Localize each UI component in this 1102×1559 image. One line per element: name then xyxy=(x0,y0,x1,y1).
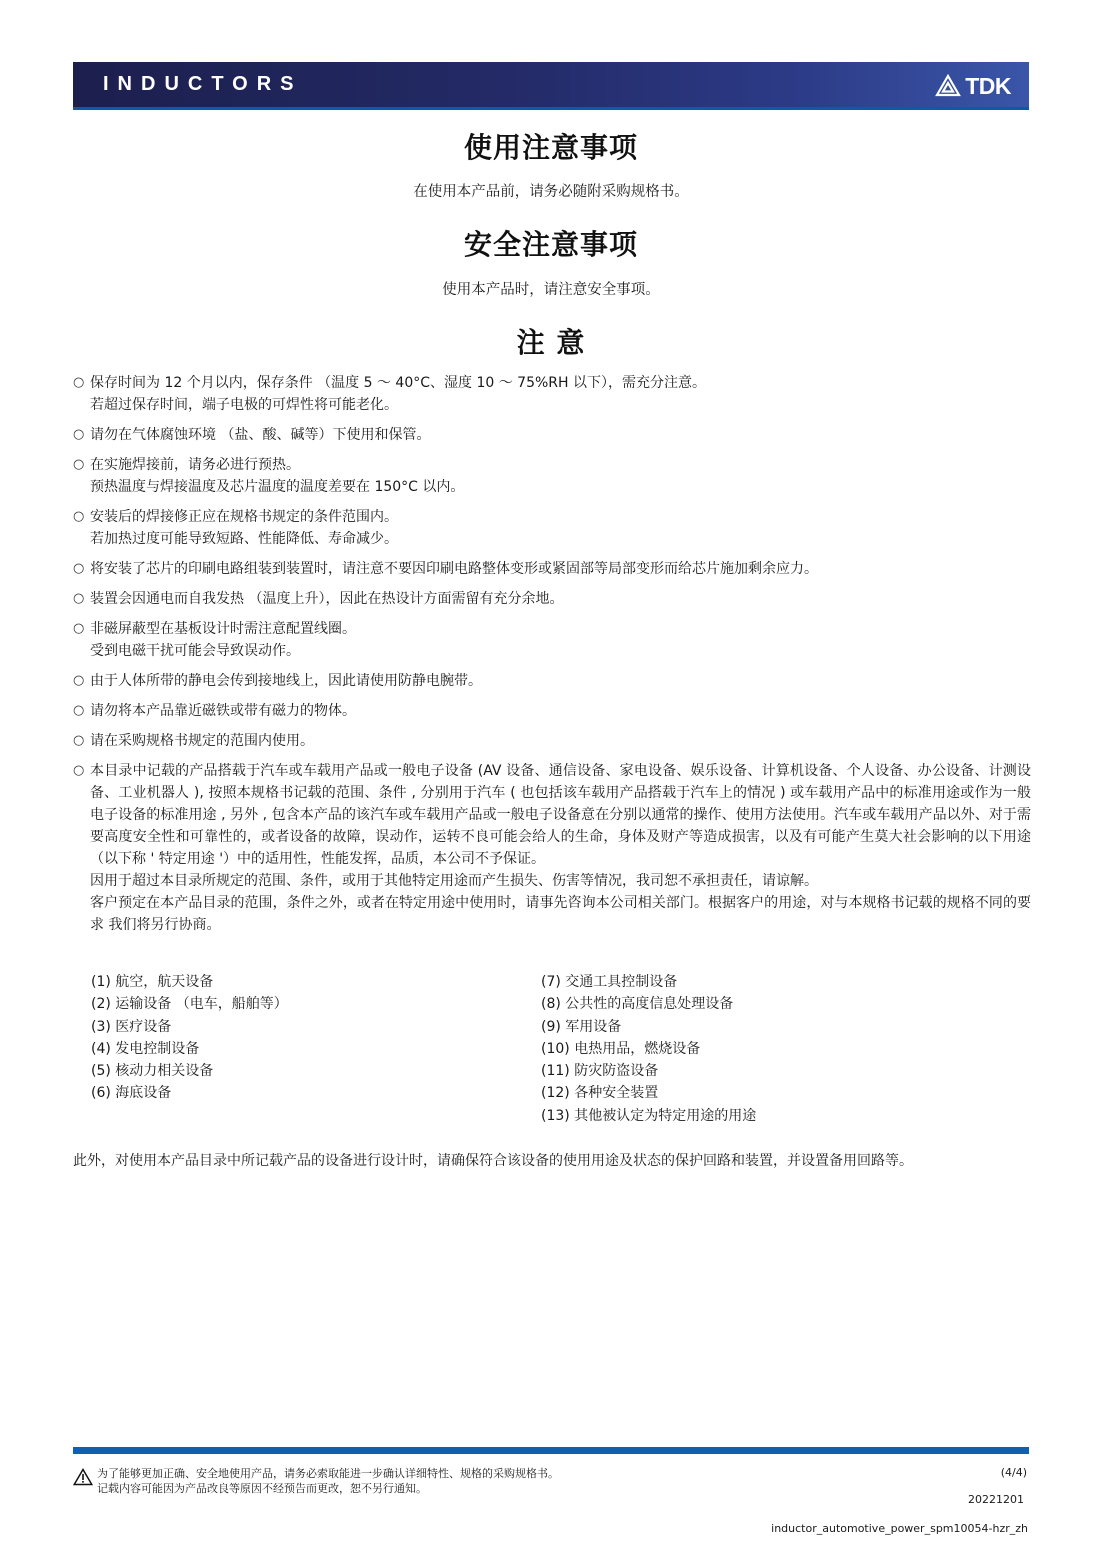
note-line: 请勿将本产品靠近磁铁或带有磁力的物体。 xyxy=(90,703,356,719)
list-item xyxy=(73,700,1031,722)
tdk-logo-icon xyxy=(935,74,961,98)
list-item xyxy=(73,618,1031,662)
title-safety-notes: 安全注意事项 xyxy=(463,228,638,261)
note-line: 请勿在气体腐蚀环境 （盐、酸、碱等）下使用和保管。 xyxy=(90,427,431,443)
footer-warning-line: 记载内容可能因为产品改良等原因不经预告而更改，恕不另行通知。 xyxy=(97,1482,427,1495)
document-date: 20221201 xyxy=(968,1493,1024,1506)
note-line: 保存时间为 12 个月以内，保存条件 （温度 5 ～ 40°C、湿度 10 ～ 75%RH 以下），需充分注意。 xyxy=(90,375,706,391)
note-line: 请在采购规格书规定的范围内使用。 xyxy=(90,733,314,749)
list-item xyxy=(73,730,1031,752)
use-item: (3) 医疗设备 xyxy=(91,1018,172,1035)
title-usage-notes: 使用注意事项 xyxy=(463,131,638,164)
note-line: 非磁屏蔽型在基板设计时需注意配置线圈。 xyxy=(90,621,356,637)
use-item: (5) 核动力相关设备 xyxy=(91,1063,214,1080)
note-line: 由于人体所带的静电会传到接地线上，因此请使用防静电腕带。 xyxy=(90,673,482,689)
list-item xyxy=(73,372,1031,416)
footer-bar xyxy=(73,1447,1029,1454)
page-number: (4/4) xyxy=(1000,1466,1027,1479)
circle-bullet-icon: ○ xyxy=(73,591,85,606)
footer-warning-line: 为了能够更加正确、安全地使用产品，请务必索取能进一步确认详细特性、规格的采购规格书。 xyxy=(97,1467,559,1480)
note-line: 将安装了芯片的印刷电路组装到装置时，请注意不要因印刷电路整体变形或紧固部等局部变形而给芯片施加剩余应力。 xyxy=(90,561,818,577)
use-item: (1) 航空，航天设备 xyxy=(91,974,214,990)
use-item: (11) 防灾防盗设备 xyxy=(541,1063,659,1080)
uses-column-right xyxy=(541,971,991,1127)
warning-triangle-icon xyxy=(73,1466,97,1496)
list-item xyxy=(73,558,1031,580)
specific-use-paragraph: 本目录中记载的产品搭载于汽车或车载用产品或一般电子设备 (AV 设备、通信设备、家电设备、娱乐设备、计算机设备、个人设备、办公设备、计测设备、工业机器人 ), 按照本规格书记载的范围、条件 , 分别用于汽车 ( 也包括该车载用产品搭载于汽车上的情况 ) 或车载用产品中的标准用途或作为一般电子设备的标准用途 , 另外 , 包含本产品的该汽车或车载用产品或一般电子设备意在分别以通常的操作、使用方法使用。汽车或车载用产品以外、对于需要高度安全性和可靠性的，或者设备的故障，误动作，运转不良可能会给人的生命，身体及财产等造成损害，以及有可能产生莫大社会影响的以下用途 （以下称 ' 特定用途 '）中的适用性，性能发挥，品质，本公司不予保证。 xyxy=(90,763,1031,867)
header-bar xyxy=(73,62,1029,110)
tdk-logo xyxy=(935,72,1011,100)
use-item: (13) 其他被认定为特定用途的用途 xyxy=(541,1107,757,1124)
note-line: 受到电磁干扰可能会导致误动作。 xyxy=(90,643,300,659)
circle-bullet-icon: ○ xyxy=(73,621,85,636)
note-line: 安装后的焊接修正应在规格书规定的条件范围内。 xyxy=(90,509,398,525)
note-line: 若超过保存时间，端子电极的可焊性将可能老化。 xyxy=(90,397,398,413)
disclaimer-paragraph: 因用于超过本目录所规定的范围、条件，或用于其他特定用途而产生损失、伤害等情况，我司恕不承担责任，请谅解。 xyxy=(90,873,818,889)
caution-list xyxy=(73,372,1031,944)
uses-column-left xyxy=(91,971,541,1127)
circle-bullet-icon: ○ xyxy=(73,733,85,748)
use-item: (7) 交通工具控制设备 xyxy=(541,974,678,990)
circle-bullet-icon: ○ xyxy=(73,509,85,524)
list-item-specific-use xyxy=(73,760,1031,936)
use-item: (10) 电热用品，燃烧设备 xyxy=(541,1040,701,1057)
circle-bullet-icon: ○ xyxy=(73,763,85,778)
subtitle-safety-notes: 使用本产品时，请注意安全事项。 xyxy=(442,282,660,298)
list-item xyxy=(73,506,1031,550)
circle-bullet-icon: ○ xyxy=(73,427,85,442)
closing-paragraph: 此外，对使用本产品目录中所记载产品的设备进行设计时，请确保符合该设备的使用用途及状态的保护回路和装置，并设置备用回路等。 xyxy=(73,1153,913,1169)
document-id: inductor_automotive_power_spm10054-hzr_zh xyxy=(771,1522,1028,1535)
note-line: 预热温度与焊接温度及芯片温度的温度差要在 150°C 以内。 xyxy=(90,479,465,495)
note-line: 装置会因通电而自我发热 （温度上升），因此在热设计方面需留有充分余地。 xyxy=(90,591,564,607)
list-item xyxy=(73,424,1031,446)
use-item: (12) 各种安全装置 xyxy=(541,1085,659,1102)
use-item: (8) 公共性的高度信息处理设备 xyxy=(541,996,734,1013)
use-item: (6) 海底设备 xyxy=(91,1085,172,1102)
logo-text: TDK xyxy=(965,72,1011,99)
circle-bullet-icon: ○ xyxy=(73,457,85,472)
list-item xyxy=(73,454,1031,498)
use-item: (2) 运输设备 （电车，船舶等） xyxy=(91,996,288,1013)
use-item: (4) 发电控制设备 xyxy=(91,1040,200,1057)
circle-bullet-icon: ○ xyxy=(73,703,85,718)
specific-uses-list xyxy=(91,971,991,1127)
subtitle-usage-notes: 在使用本产品前，请务必随附采购规格书。 xyxy=(413,184,689,200)
list-item xyxy=(73,588,1031,610)
note-line: 若加热过度可能导致短路、性能降低、寿命减少。 xyxy=(90,531,398,547)
title-caution: 注 意 xyxy=(516,326,586,359)
note-line: 在实施焊接前，请务必进行预热。 xyxy=(90,457,300,473)
circle-bullet-icon: ○ xyxy=(73,673,85,688)
list-item xyxy=(73,670,1031,692)
footer-warning xyxy=(73,1466,773,1496)
circle-bullet-icon: ○ xyxy=(73,561,85,576)
header-title: INDUCTORS xyxy=(103,73,303,95)
consultation-paragraph: 客户预定在本产品目录的范围，条件之外，或者在特定用途中使用时，请事先咨询本公司相关部门。根据客户的用途，对与本规格书记载的规格不同的要求 我们将另行协商。 xyxy=(90,895,1031,933)
circle-bullet-icon: ○ xyxy=(73,375,85,390)
use-item: (9) 军用设备 xyxy=(541,1018,622,1035)
